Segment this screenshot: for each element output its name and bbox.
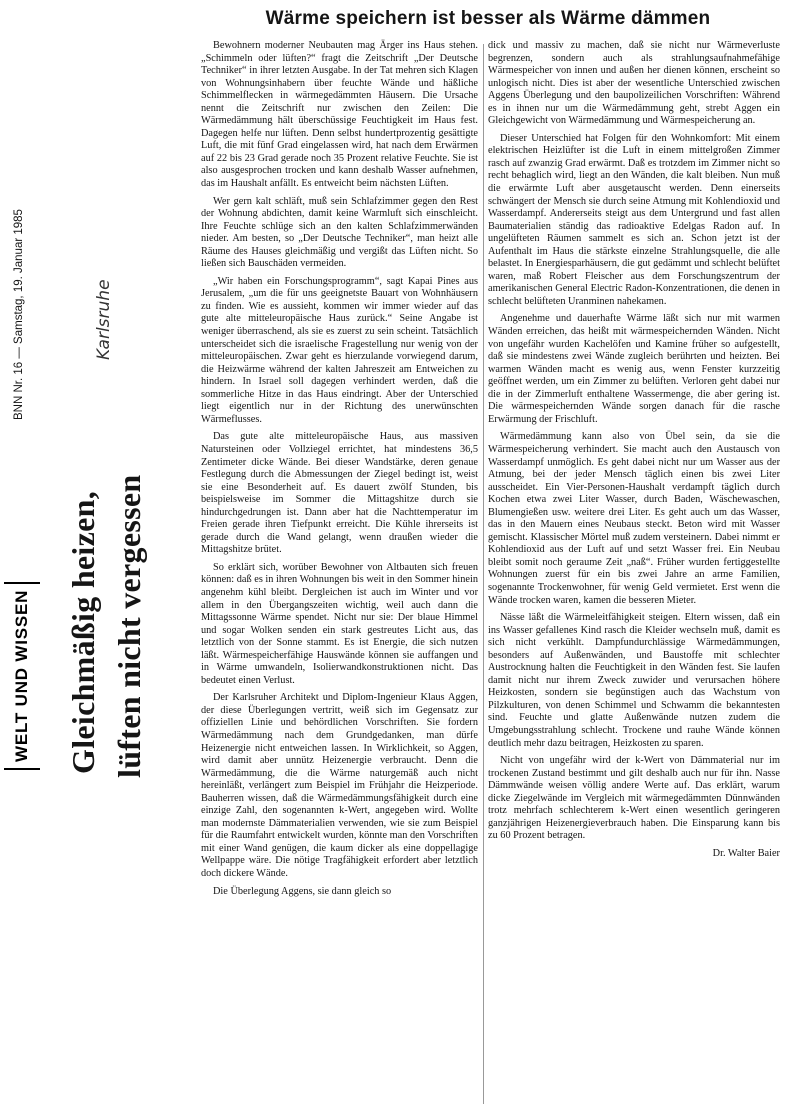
paragraph: Die Überlegung Aggens, sie dann gleich so: [213, 885, 392, 897]
section-rubric: WELT UND WISSEN: [4, 582, 40, 770]
paragraph: Angenehme und dauerhafte Wärme läßt sich nur mit warmen Wänden erreichen, das heißt mit wärmespeichernden Wänden. Nicht von ungefähr wurden Kachelöfen und Kamine früher so aufgestellt, daß sie mindestens zwei Wände zugleich berührten und heizten. Bei warmen Wänden macht es wenig aus, wenn Fenster kurzzeitig geöffnet werden, um ein Zimmer zu belüften. Verloren geht dabei nur die in der Zimmerluft enthaltene Wassermenge, die aber gering ist. Die wärmespeichernden Wände sorgen danach für die rasche Erwärmung der Frischluft.: [488, 313, 780, 425]
paragraph: „Wir haben ein Forschungsprogramm“, sagt Kapai Pines aus Jerusalem, „um die für uns geeignetste Bauart von Wohnhäusern zu finden. Wie es aussieht, kommen wir immer wieder auf das gute alte mitteleuropäische Haus zurück.“ Seine Angabe ist weniger überraschend, als sie es zuerst zu sein scheint. Tatsächlich unterscheidet sich die israelische Fragestellung nur wenig von der mitteleuropäischen. Zwar geht es hierzulande vorwiegend darum, die Heizwärme während der kalten Jahreszeit am Entweichen zu hindern. In Israel soll dagegen verhindert werden, daß die sommerliche Hitze in das Haus eindringt. Aber der Unterschied liegt eigentlich nur in der Richtung des unerwünschten Wärmeflusses.: [201, 275, 478, 425]
paragraph: dick und massiv zu machen, daß sie nicht nur Wärmeverluste begrenzen, sondern auch als strahlungsaufnahmefähige Wärmespeicher von innen und außen her dienen können, erscheint so unlogisch nicht. Dies ist aber der wesentliche Unterschied zwischen Aggens Überlegung und den baupolizeilichen Vorschriften: Während es in ihnen nur um die Wärmedämmung geht, strebt Aggen ein Gleichgewicht von Wärmedämmung und Wärmespeicherung an.: [488, 40, 780, 127]
paragraph: Nicht von ungefähr wird der k-Wert von Dämmaterial nur im trockenen Zustand bestimmt und gilt deshalb auch nur für ihn. Nasse Dämmwände weisen völlig andere Werte auf. Das erklärt, warum dicke Ziegelwände im Vergleich mit wärmegedämmten Dünnwänden trotz mehrfach schlechterem k-Wert einen wesentlich geringeren ganzjährigen Heizenergieverbrauch haben. Die Einsparung kann bis zu 60 Prozent betragen.: [488, 755, 780, 842]
author-signature: Dr. Walter Baier: [712, 847, 780, 859]
paragraph: Der Karlsruher Architekt und Diplom-Ingenieur Klaus Aggen, der diese Überlegungen vertritt, weiß sich im Gegensatz zur offiziellen Linie und behördlichen Vorschriften. Sie fordern Wärmedämmung nach dem Grundgedanken, man dürfe Heizenergie nicht entweichen lassen. In Wirklichkeit, so Aggen, wird damit aber unnütz Heizenergie verbraucht. Denn die Wärmedämmung, die die Wärme naturgemäß auch nicht hereinläßt, verlängert zum Beispiel im Frühjahr die Heizperiode. Bauherren wissen, daß die Wärmedämmungsfähigkeit durch eine einzige Zahl, den sogenannten k-Wert, angegeben wird. Wollte man modernste Dämmaterialien verwenden, wie sie zum Beispiel für die Raumfahrt entwickelt wurden, könnte man den Vorschriften mit einer Wand genügen, die kaum dicker als eine doppellagige Wellpappe wäre. Die nötige Tragfähigkeit erfordert aber letztlich doch dickere Wände.: [201, 692, 478, 879]
paragraph: Wer gern kalt schläft, muß sein Schlafzimmer gegen den Rest der Wohnung abdichten, damit keine Warmluft sich einschleicht. Ihre Feuchte schlüge sich an den kalten Schlafzimmerwänden nieder. Am besten, so „Der Deutsche Techniker“, man heizt alle Räume des Hauses gleichmäßig und vergißt das Lüften nicht. So ließen sich Bauschäden vermeiden.: [201, 195, 478, 270]
paragraph: Bewohnern moderner Neubauten mag Ärger ins Haus stehen. „Schimmeln oder lüften?“ fragt die Zeitschrift „Der Deutsche Techniker“ in ihrer letzten Ausgabe. In der Tat mehren sich Klagen von Wohnungsinhabern über feuchte Wände und häßliche Schimmelflecken in wärmegedämmten Häusern. Die Ursache nennt die Zeitschrift nur zwischen den Zeilen: Die Wärmedämmung hält überschüssige Feuchtigkeit im Haus fest. Dagegen helfe nur lüften. Denn selbst hundertprozentig gesättigte Luft, die mit fünf Grad eingelassen wird, hat nach dem Erwärmen auf 22 bis 23 Grad gerade noch 35 Prozent relative Feuchte. Sie ist also ausgesprochen trocken und kann deshalb Wasser aufnehmen, das im Haushalt anfällt. Es entweicht beim nächsten Lüften.: [201, 40, 478, 190]
column-rule: [483, 44, 484, 1104]
paragraph: Nässe läßt die Wärmeleitfähigkeit steigen. Eltern wissen, daß ein ins Wasser gefallenes Kind rasch die Kleider wechseln muß, damit es sich nicht verkühlt. Dampfundurchlässige Wärmedämmungen, besonders auf Außenwänden, und Baustoffe mit schlechter Austrocknung halten die Feuchtigkeit in den Wänden fest. Sie laufen damit nicht nur ihrem Zweck zuwider und verursachen höhere Heizkosten, sondern sie begünstigen auch das Wachstum von Pilzkulturen, von denen Schimmel und Schwamm die bekanntesten sind. Feuchte und glatte Außenwände nutzen zudem die Umgebungsstrahlung schlecht. Trockene und rauhe Wände können deutlich mehr dazu beitragen, Heizkosten zu sparen.: [488, 612, 780, 749]
paragraph: Wärmedämmung kann also von Übel sein, da sie die Wärmespeicherung verhindert. Sie macht auch den Austausch von Wasserdampf unmöglich. Es geht dabei nicht nur um Wasser aus der Atmung, bei der jeder Mensch täglich einen bis zwei Liter ausscheidet. Ein Vier-Personen-Haushalt verdampft täglich durch Kochen etwa zwei Liter Wasser, durch Baden, Wäschewaschen, Blumengießen usw. weitere drei Liter. Es geht auch um das Wasser, das in den Mauern eines Neubaus steckt. Beton wird mit Wasser gemischt. Klassischer Mörtel muß zudem versteinern. Dabei nimmt er Kohlendioxid aus der Luft auf und setzt Wasser frei. Ein Neubau bleibt somit noch geraume Zeit „naß“. Früher wurden fertiggestellte Wohnungen zuerst für ein bis zwei Jahre an arme Familien, sogenannte Trockenwohner, für wenig Geld vermietet. Erst wenn die Wände trocken waren, kamen die besseren Mieter.: [488, 431, 780, 606]
article-title-line-1: Gleichmäßig heizen,: [65, 490, 101, 774]
paragraph: Das gute alte mitteleuropäische Haus, aus massiven Natursteinen oder Vollziegel errichtet, hat mindestens 36,5 Zentimeter dicke Wände. Bei dieser Wandstärke, deren genaue Festlegung durch die Abmessungen der Ziegel bedingt ist, weist sie eine Besonderheit auf. Es dauert zwölf Stunden, bis beispielsweise im Sommer die Mittagshitze durch sie hindurchgedrungen ist. Dann aber hat die Nachttemperatur im Freien gerade ihren Tiefpunkt erreicht. Die Kühle ihrerseits ist gerade durch die Wand gelangt, wenn draußen wieder die Mittagshitze brütet.: [201, 431, 478, 556]
article-column-2: [488, 40, 780, 860]
paragraph: So erklärt sich, worüber Bewohner von Altbauten sich freuen können: daß es in ihren Wohnungen bis weit in den Sommer hinein angenehm kühl bleibt. Dergleichen ist auch im Winter und vor allem in den Übergangszeiten wichtig, weil auch dann die Mittagssonne Wärme spendet. Nicht nur sie: Der blaue Himmel und sogar Wolken senden ein stark gestreutes Licht aus, das letztlich von der Sonne stammt. Es ist Energie, die sich nutzen läßt. Wärmespeicherfähige Hauswände können sie auffangen und in Wärme umwandeln, Isolierwandkonstruktionen nicht. Das bedeutet einen Verlust.: [201, 561, 478, 686]
paragraph: Dieser Unterschied hat Folgen für den Wohnkomfort: Mit einem elektrischen Heizlüfter ist die Luft in einem mittelgroßen Zimmer rasch auf zwanzig Grad erwärmt. Daß es trotzdem im Zimmer nicht so recht behaglich wird, liegt an den Wänden, die kalt bleiben. Nun muß die erwärmte Luft aber ausgetauscht werden. Denn einerseits schwängert der Mensch sie durch seine Atmung mit Kohlendioxid und Wasserdampf. Andererseits steigt aus dem Untergrund und fast allen Baumaterialien ständig das radioaktive Edelgas Radon auf. In ungelüfteten Räumen sammelt es sich an. Schon jetzt ist der Aufenthalt im Haus die stärkste einzelne Strahlungsquelle, die alle belastet. In Energiesparhäusern, die gut gedämmt und schlecht belüftet waren, maß Robert Fleischer aus dem Forschungszentrum der amerikanischen General Electric Radon-Konzentrationen, die denen in schlecht belüfteten Uranminen nahekamen.: [488, 132, 780, 307]
handwritten-city-note: Karlsruhe: [94, 279, 114, 360]
article-column-1: [201, 40, 478, 903]
dateline: BNN Nr. 16 — Samstag, 19. Januar 1985: [13, 209, 25, 420]
headline: Wärme speichern ist besser als Wärme dämmen: [265, 8, 711, 29]
article-title-line-2: lüften nicht vergessen: [111, 474, 147, 778]
